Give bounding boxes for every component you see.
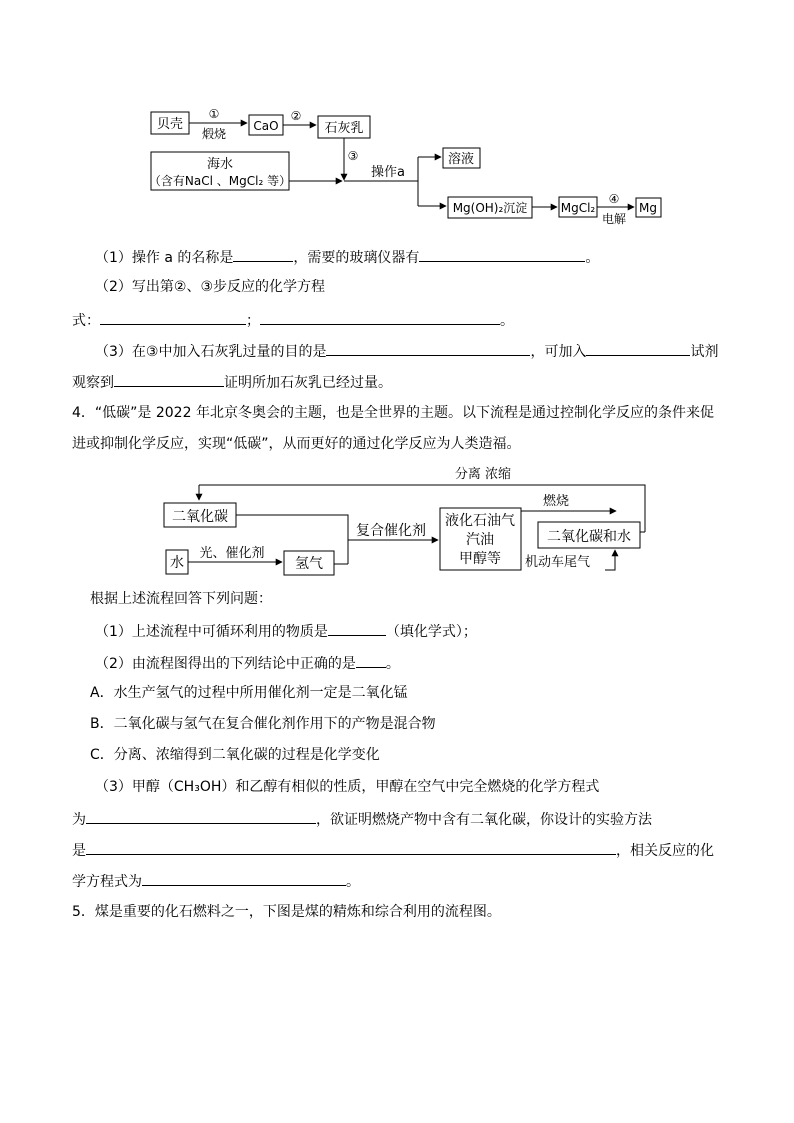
- q4-q3-text-b: ，欲证明燃烧产物中含有二氧化碳，你设计的实验方法: [316, 812, 652, 828]
- q4-question3: （3）甲醇（CH₃OH）和乙醇有相似的性质，甲醇在空气中完全燃烧的化学方程式: [95, 779, 600, 795]
- q4-option-a: A．水生产氢气的过程中所用催化剂一定是二氧化锰: [90, 685, 408, 701]
- answer-blank[interactable]: [328, 620, 386, 636]
- answer-blank[interactable]: [419, 246, 585, 262]
- light-catalyst-label: 光、催化剂: [199, 546, 265, 561]
- co2-water-label: 二氧化碳和水: [547, 529, 631, 545]
- water-label: 水: [170, 555, 184, 571]
- seawater-magnesium-flow-diagram: [0, 0, 794, 230]
- q3-p3-text-d: 观察到: [72, 375, 114, 391]
- product-methanol-label: 甲醇等: [459, 551, 501, 567]
- q4-q2-text-b: 。: [385, 656, 400, 672]
- product-lpg-label: 液化石油气: [445, 513, 515, 529]
- mgcl2-label: MgCl₂: [560, 201, 596, 215]
- limemilk-label: 石灰乳: [324, 121, 364, 136]
- answer-blank[interactable]: [356, 652, 386, 668]
- q4-q1-text-a: （1）上述流程中可循环利用的物质是: [95, 624, 328, 640]
- q4-q3-text-c: 是: [72, 843, 86, 859]
- step3-label: ③: [347, 149, 359, 163]
- burn-line: [521, 511, 614, 522]
- answer-blank[interactable]: [86, 839, 616, 855]
- low-carbon-flow-diagram: [0, 455, 794, 580]
- q3-part1: [95, 246, 599, 268]
- q3-p2-text-b: ；: [246, 313, 260, 329]
- q4-q3-text-f: 。: [346, 874, 360, 890]
- q4-question3-line2: [72, 808, 652, 830]
- answer-blank[interactable]: [86, 808, 316, 824]
- q4-option-c: C．分离、浓缩得到二氧化碳的过程是化学变化: [90, 747, 380, 763]
- q3-p3-text-b: ，可加入: [530, 344, 587, 360]
- q3-part3-line2: [72, 371, 392, 393]
- mg-label: Mg: [639, 201, 657, 215]
- cao-label: CaO: [253, 119, 279, 133]
- step1-label: ①: [208, 107, 220, 121]
- q5-text: 5．煤是重要的化石燃料之一，下图是煤的精炼和综合利用的流程图。: [72, 904, 501, 920]
- q4-q1-text-b: （填化学式）；: [385, 624, 477, 640]
- step4-label: ④: [608, 192, 620, 206]
- step2-label: ②: [290, 109, 302, 123]
- q3-p3-text-c: 试剂: [690, 344, 719, 360]
- q3-p1-text-a: （1）操作 a 的名称是: [95, 250, 234, 266]
- answer-blank[interactable]: [326, 340, 530, 356]
- answer-blank[interactable]: [260, 309, 500, 325]
- q3-part2-answer: [72, 309, 514, 331]
- solution-label: 溶液: [447, 152, 475, 167]
- q4-question2: [95, 652, 400, 674]
- answer-blank[interactable]: [142, 870, 346, 886]
- q3-part2: （2）写出第②、③步反应的化学方程: [95, 279, 326, 295]
- answer-blank[interactable]: [586, 340, 690, 356]
- hydrogen-label: 氢气: [295, 556, 323, 572]
- electrolysis-label: 电解: [601, 212, 627, 226]
- q4-q3-text-e: 学方程式为: [72, 874, 142, 890]
- q3-p1-text-b: ，需要的玻璃仪器有: [293, 250, 420, 266]
- seawater-label: 海水: [206, 157, 234, 172]
- answer-blank[interactable]: [114, 371, 224, 387]
- answer-blank[interactable]: [100, 309, 246, 325]
- answer-blank[interactable]: [233, 246, 293, 262]
- q4-q3-text-a: 为: [72, 812, 86, 828]
- q3-p2-text-c: 。: [500, 313, 514, 329]
- q4-question3-line3: [72, 839, 714, 861]
- q3-p3-text-e: 证明所加石灰乳已经过量。: [224, 375, 392, 391]
- separate-concentrate-label: 分离 浓缩: [454, 467, 512, 482]
- product-gasoline-label: 汽油: [466, 532, 494, 548]
- operation-a-label: 操作a: [371, 165, 405, 180]
- q4-q2-text-a: （2）由流程图得出的下列结论中正确的是: [95, 656, 356, 672]
- q3-p3-text-a: （3）在③中加入石灰乳过量的目的是: [95, 344, 327, 360]
- q4-question1: [95, 620, 477, 642]
- q4-prompt: 根据上述流程回答下列问题：: [90, 591, 272, 607]
- seawater-note: （含有NaCl 、MgCl₂ 等）: [148, 174, 292, 188]
- exhaust-line: [605, 552, 615, 570]
- q4-option-b: B．二氧化碳与氢气在复合催化剂作用下的产物是混合物: [90, 716, 436, 732]
- shell-label: 贝壳: [156, 117, 184, 132]
- q4-question3-line4: [72, 870, 360, 892]
- q4-intro-line2: 进或抑制化学反应，实现“低碳”，从而更好的通过化学反应为人类造福。: [72, 436, 521, 452]
- co2-label: 二氧化碳: [172, 509, 228, 525]
- q4-intro-line1: 4．“低碳”是 2022 年北京冬奥会的主题，也是全世界的主题。以下流程是通过控制化学反应的条件来促: [72, 405, 714, 421]
- q4-q3-text-d: ，相关反应的化: [616, 843, 714, 859]
- composite-catalyst-label: 复合催化剂: [356, 523, 426, 539]
- exhaust-label: 机动车尾气: [525, 555, 591, 570]
- burn-label: 燃烧: [542, 494, 570, 509]
- q3-part3: [95, 340, 718, 362]
- q3-p1-text-c: 。: [585, 250, 600, 266]
- q3-p2-text-a: 式：: [72, 313, 100, 329]
- calcine-label: 煅烧: [201, 127, 227, 141]
- precipitate-label: Mg(OH)₂沉淀: [452, 201, 528, 215]
